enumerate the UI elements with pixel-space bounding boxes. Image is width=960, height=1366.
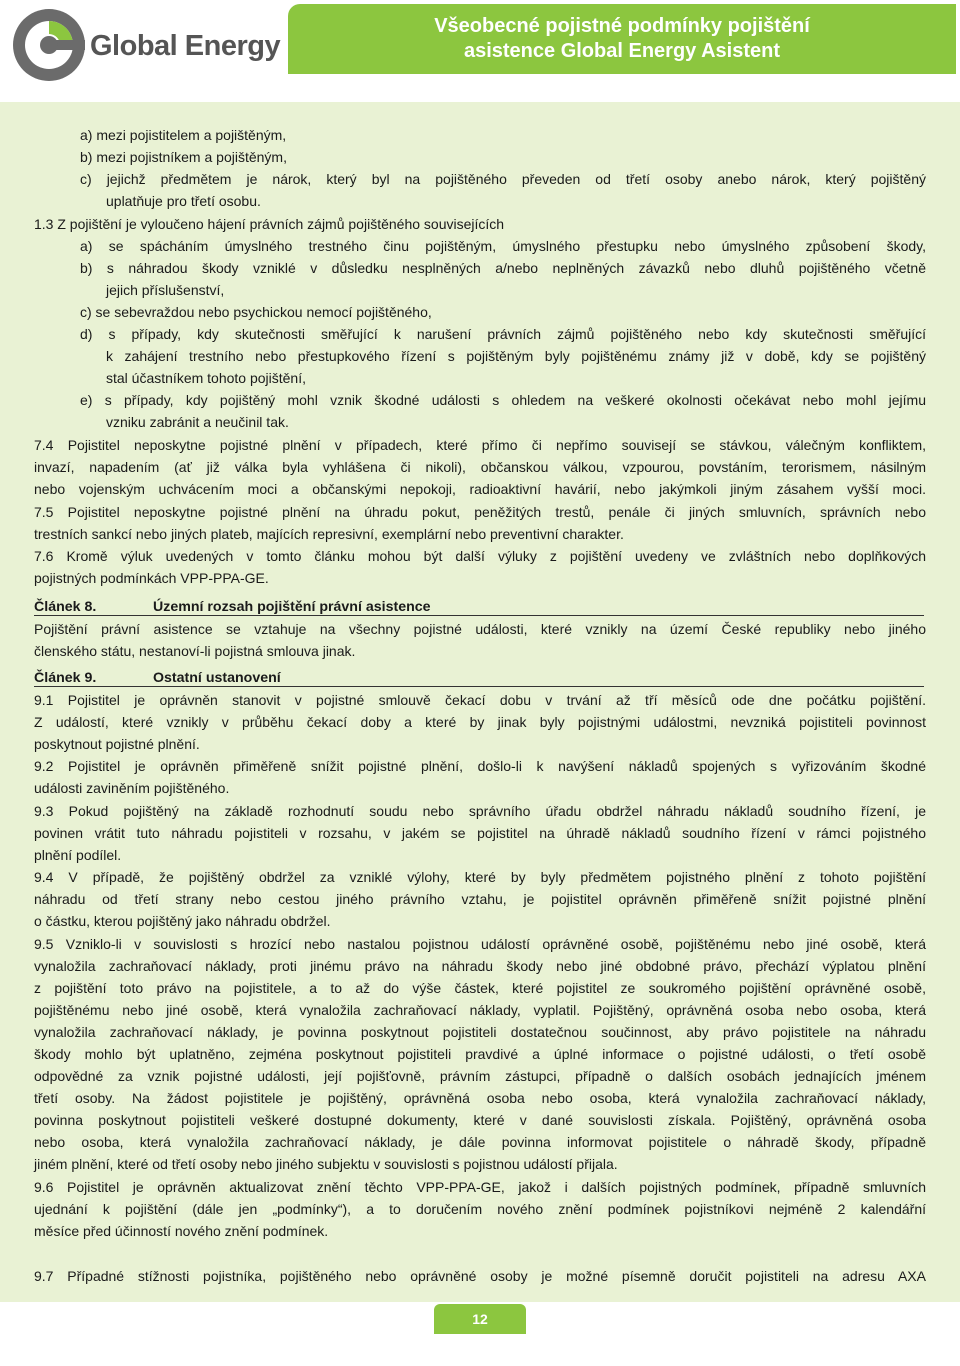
global-energy-logo	[8, 4, 298, 86]
paragraph-line: vynaložila zachraňovací náklady, je povinna poskytnout pojistiteli dostatečnou součinnost, aby právo pojistitele na náhradu	[34, 1024, 926, 1040]
paragraph-line: povinna poskytnout pojistiteli veškeré dostupné dokumenty, které v dané souvislosti získala. Pojištěný, oprávněná osoba	[34, 1112, 926, 1128]
paragraph-line: pojištěnému nebo jiné osobě, která vynaložila zachraňovací náklady, vyplatil. Pojištěný, oprávněná osoba nebo osoba, která	[34, 1002, 926, 1018]
paragraph-line: z pojištění toto právo na pojistitele, a to až do výše částek, které pojistitel ze soukromého pojištění oprávněné osobě,	[34, 980, 926, 996]
list-item: c) jejichž předmětem je nárok, který byl na pojištěného převeden od třetí osoby anebo nárok, který pojištěný	[80, 171, 926, 187]
paragraph-line: vynaložila zachraňovací náklady, proti jinému právo na náhradu škody nebo jiné obdobné právo, přechází výplatou plnění	[34, 958, 926, 974]
list-item: e) s případy, kdy pojištěný mohl vznik škodné události s ohledem na veškeré okolnosti očekávat nebo mohl jejímu	[80, 392, 926, 408]
list-item: k zahájení trestního nebo přestupkového řízení s pojištěným byly pojištěnému známy již v době, kdy se pojištěný	[106, 348, 926, 364]
title-line-2: asistence Global Energy Asistent	[463, 40, 781, 62]
list-item: vzniku zabránit a neučinil tak.	[106, 414, 289, 430]
list-item: b) s náhradou škody vzniklé v důsledku nesplněných a/nebo neplněných závazků nebo dluhů pojištěného včetně	[80, 260, 926, 276]
list-item: a) mezi pojistitelem a pojištěným,	[80, 127, 287, 143]
paragraph-line: povinen vrátit tuto náhradu pojistiteli v rozsahu, v jakém se pojistitel na úhradě nákladů soudního řízení v rámci pojistného	[34, 825, 926, 841]
paragraph-line: o částku, kterou pojištěný jako náhradu obdržel.	[34, 913, 331, 929]
paragraph-line: události zaviněním pojištěného.	[34, 780, 230, 796]
paragraph-line: 7.4 Pojistitel neposkytne pojistné plnění v případech, které přímo či nepřímo souvisejí se stávkou, válečným konfliktem,	[34, 437, 926, 453]
paragraph-line: odpovědné za vznik pojistné události, její pojišťovně, právním zástupci, případně o dalších osobách jednajících jménem	[34, 1068, 926, 1084]
paragraph-line: jiném plnění, které od třetí osoby nebo jiného subjektu v souvislosti s pojistnou událostí přijala.	[34, 1156, 618, 1172]
paragraph-line: ujednání k pojištění (dále jen „podmínky“), a to doručením nového znění podmínek pojistníkovi nejméně 2 kalendářní	[34, 1201, 926, 1217]
list-item: a) se spácháním úmyslného trestného činu pojištěným, úmyslného přestupku nebo úmyslného způsobení škody,	[80, 238, 926, 254]
paragraph-line: trestních sankcí nebo jiných plateb, majících represivní, exemplární nebo preventivní charakter.	[34, 526, 624, 542]
paragraph-line: třetí osoby. Na žádost pojistitele je pojištěný, oprávněná osoba nebo osoba, která vynaložila zachraňovací náklady,	[34, 1090, 926, 1106]
document-title	[288, 4, 956, 74]
paragraph-line: invazí, napadením (ať již válka byla vyhlášena či nikoli), občanskou válkou, vzpourou, povstáním, terorismem, násilným	[34, 459, 926, 475]
paragraph-line: Z událostí, které vznikly v průběhu čekací doby a které by jinak byly pojistnými událostmi, nevzniká pojistiteli povinnost	[34, 714, 926, 730]
paragraph-line: plnění podílel.	[34, 847, 122, 863]
paragraph-line: Pojištění právní asistence se vztahuje na všechny pojistné události, které vznikly na území České republiky nebo jiného	[34, 621, 926, 637]
paragraph-line: pojistných podmínkách VPP-PPA-GE.	[34, 570, 269, 586]
article-title: Ostatní ustanovení	[153, 670, 281, 686]
page-number: 12	[434, 1304, 526, 1334]
page-header	[0, 0, 960, 90]
heading-rule	[34, 686, 924, 687]
paragraph-line: 9.5 Vzniklo-li v souvislosti s hrozící nebo nastalou pojistnou událostí oprávněné osobě, pojištěnému nebo jiné osobě, která	[34, 936, 926, 952]
paragraph-line: nebo osoba, která vynaložila zachraňovací náklady, je dále povinna informovat pojistitele o náhradě škody, případně	[34, 1134, 926, 1150]
paragraph-line: 9.2 Pojistitel je oprávněn přiměřeně snížit pojistné plnění, došlo-li k navýšení nákladů spojených s vyřizováním škodné	[34, 758, 926, 774]
paragraph-line: 9.4 V případě, že pojištěný obdržel za vzniklé výlohy, které by byly předmětem pojistného plnění z tohoto pojištění	[34, 869, 926, 885]
paragraph-line: 9.7 Případné stížnosti pojistníka, pojištěného nebo oprávněné osoby je možné písemně doručit pojistiteli na adresu AXA	[34, 1268, 926, 1284]
article-title: Územní rozsah pojištění právní asistence	[153, 599, 431, 615]
paragraph-line: měsíce před účinností nového znění podmínek.	[34, 1223, 329, 1239]
paragraph-line: nebo vojenským uchvácením moci a občanskými nepokoji, radioaktivní havárií, nebo jakýmkoli jiným zásahem vyšší moci.	[34, 481, 926, 497]
paragraph-line: poskytnout pojistné plnění.	[34, 736, 200, 752]
list-item: c) se sebevraždou nebo psychickou nemocí pojištěného,	[80, 304, 432, 320]
article-number: Článek 9.	[34, 670, 97, 686]
paragraph-line: škody mohlo být uplatněno, zejména poskytnout pojistiteli pravdivé a úplné informace o pojistné události, o třetí osobě	[34, 1046, 926, 1062]
paragraph-line: náhradu od třetí strany nebo cestou jiného právního vztahu, je pojistitel oprávněn přiměřeně snížit pojistné plnění	[34, 891, 926, 907]
list-item: d) s případy, kdy skutečnosti směřující k narušení právních zájmů pojištěného nebo kdy skutečnosti směřující	[80, 326, 926, 342]
list-item: uplatňuje pro třetí osobu.	[106, 193, 261, 209]
section-intro: 1.3 Z pojištění je vyloučeno hájení právních zájmů pojištěného souvisejících	[34, 216, 505, 232]
content-panel	[0, 102, 960, 1302]
paragraph-line: 9.6 Pojistitel je oprávněn aktualizovat znění těchto VPP-PPA-GE, jakož i dalších pojistných podmínek, případně smluvních	[34, 1179, 926, 1195]
list-item: jejich příslušenství,	[106, 282, 225, 298]
paragraph-line: 7.5 Pojistitel neposkytne pojistné plnění na úhradu pokut, peněžitých trestů, penále či jiných smluvních, správních nebo	[34, 504, 926, 520]
paragraph-line: 7.6 Kromě výluk uvedených v tomto článku mohou být další výluky z pojištění uvedeny ve zvláštních nebo doplňkových	[34, 548, 926, 564]
paragraph-line: 9.3 Pokud pojištěný na základě rozhodnutí soudu nebo správního úřadu obdržel náhradu nákladů soudního řízení, je	[34, 803, 926, 819]
brand-name: Global Energy	[90, 30, 281, 62]
heading-rule	[34, 615, 924, 616]
list-item: stal účastníkem tohoto pojištění,	[106, 370, 306, 386]
paragraph-line: členského státu, nestanoví-li pojistná smlouva jinak.	[34, 643, 356, 659]
article-number: Článek 8.	[34, 599, 97, 615]
title-line-1: Všeobecné pojistné podmínky pojištění	[434, 15, 810, 37]
paragraph-line: 9.1 Pojistitel je oprávněn stanovit v pojistné smlouvě čekací dobu v trvání až tří měsíců ode dne počátku pojištění.	[34, 692, 926, 708]
list-item: b) mezi pojistníkem a pojištěným,	[80, 149, 287, 165]
